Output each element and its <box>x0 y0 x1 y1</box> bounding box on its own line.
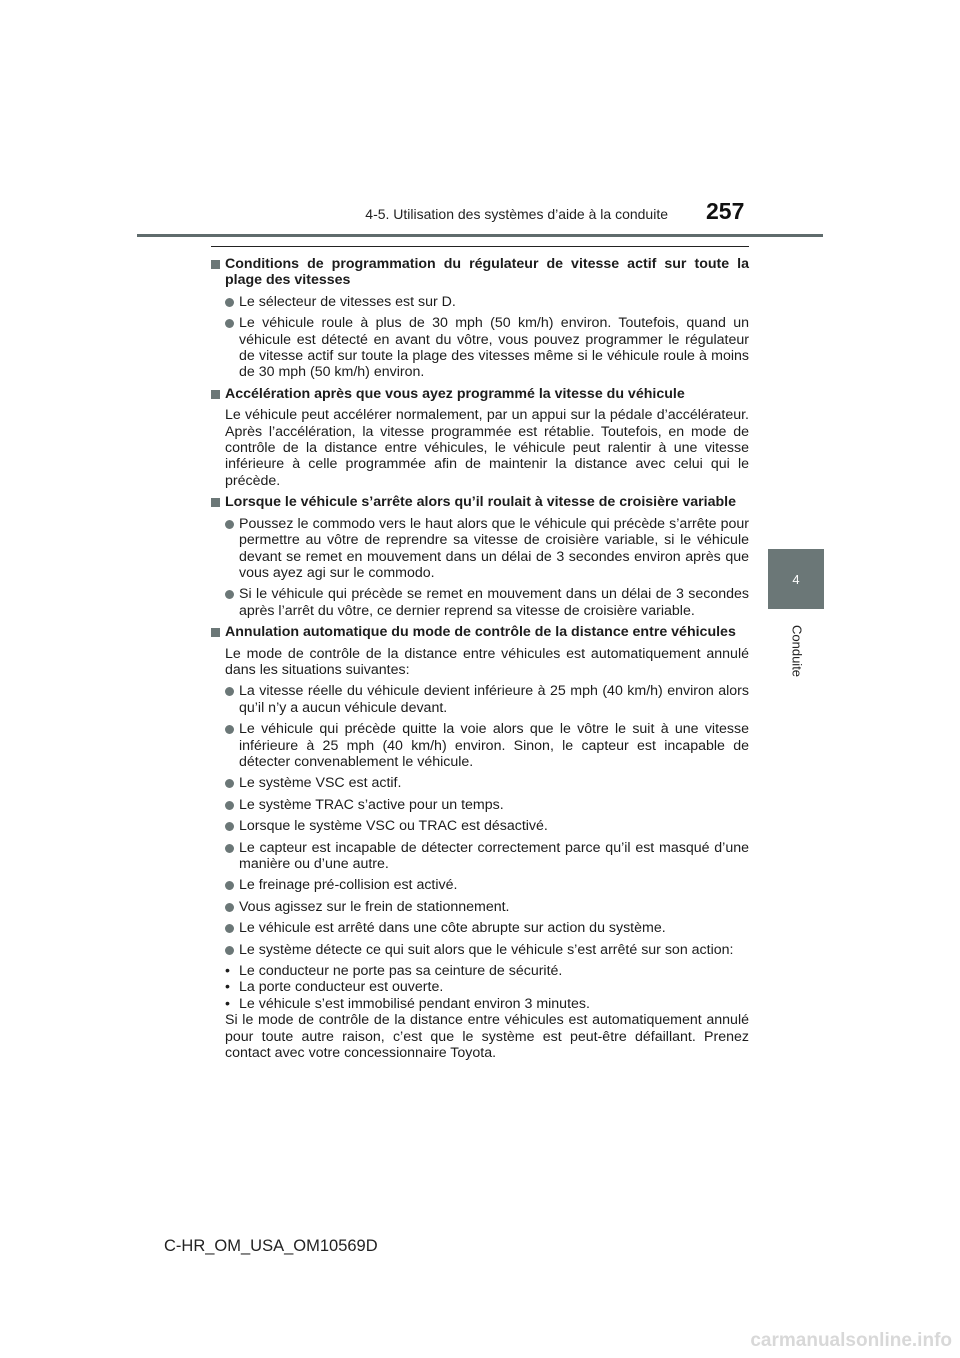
round-bullet-icon <box>225 687 234 696</box>
sub-list <box>211 963 749 1012</box>
list-item <box>211 586 749 619</box>
sub-list-item: • Le conducteur ne porte pas sa ceinture de sécurité. <box>225 963 749 979</box>
list-item-text: Le véhicule qui précède quitte la voie alors que le vôtre le suit à une vitesse inférieure à 25 mph (40 km/h) environ. Sinon, le capteur est incapable de détecter convenablement le véhicule. <box>239 721 749 770</box>
section-heading <box>211 386 749 402</box>
list-item-text: Si le véhicule qui précède se remet en mouvement dans un délai de 3 secondes après l’arrêt du vôtre, ce dernier reprend sa vitesse de croisière variable. <box>239 586 749 619</box>
sub-list-item: • Le véhicule s’est immobilisé pendant environ 3 minutes. <box>225 996 749 1012</box>
list-item-text: La vitesse réelle du véhicule devient inférieure à 25 mph (40 km/h) environ alors qu’il n’y a aucun véhicule devant. <box>239 683 749 716</box>
section-heading <box>211 624 749 640</box>
round-bullet-icon <box>225 881 234 890</box>
section-heading <box>211 256 749 289</box>
closing-paragraph: Si le mode de contrôle de la distance entre véhicules est automatiquement annulé pour toute autre raison, c’est que le système est peut-être défaillant. Prenez contact avec votre concessionnaire Toyota. <box>225 1012 749 1062</box>
round-bullet-icon <box>225 779 234 788</box>
list-item <box>211 315 749 381</box>
page-number: 257 <box>706 198 745 224</box>
section-heading-text: Annulation automatique du mode de contrôle de la distance entre véhicules <box>225 624 736 641</box>
sub-list-item: • La porte conducteur est ouverte. <box>225 979 749 995</box>
section-heading-text: Accélération après que vous ayez programmé la vitesse du véhicule <box>225 385 685 402</box>
chapter-label: Conduite <box>789 624 805 678</box>
list-item-text: Le capteur est incapable de détecter correctement parce qu’il est masqué d’une manière ou d’une autre. <box>239 839 749 872</box>
round-bullet-icon <box>225 725 234 734</box>
content-rule <box>211 246 749 247</box>
list-item <box>211 877 749 893</box>
list-item-text: Le système TRAC s’active pour un temps. <box>239 796 504 813</box>
list-item-text: Poussez le commodo vers le haut alors que le véhicule qui précède s’arrête pour permettre au vôtre de reprendre sa vitesse de croisière variable, si le véhicule devant se remet en mouvement dans un délai de 3 secondes environ après que vous ayez agi sur le commodo. <box>239 515 749 581</box>
list-item-text: Le sélecteur de vitesses est sur D. <box>239 293 456 310</box>
list-item <box>211 840 749 873</box>
list-item-text: Vous agissez sur le frein de stationnement. <box>239 898 510 915</box>
list-item <box>211 775 749 791</box>
square-bullet-icon <box>211 390 220 399</box>
chapter-number: 4 <box>792 571 800 587</box>
round-bullet-icon <box>225 924 234 933</box>
round-bullet-icon <box>225 801 234 810</box>
list-item <box>211 818 749 834</box>
section-auto-cancel <box>211 624 749 1061</box>
header-section-title: 4-5. Utilisation des systèmes d’aide à la conduite <box>365 206 668 222</box>
list-item-text: Lorsque le système VSC ou TRAC est désactivé. <box>239 818 548 835</box>
document-code: C-HR_OM_USA_OM10569D <box>164 1237 378 1255</box>
section-programming-conditions <box>211 256 749 381</box>
section-vehicle-stop <box>211 494 749 619</box>
section-heading-text: Conditions de programmation du régulateur de vitesse actif sur toute la plage des vitesses <box>225 256 749 289</box>
round-bullet-icon <box>225 520 234 529</box>
round-bullet-icon <box>225 903 234 912</box>
section-heading <box>211 494 749 510</box>
list-item-text: Le freinage pré-collision est activé. <box>239 877 458 894</box>
square-bullet-icon <box>211 260 220 269</box>
square-bullet-icon <box>211 498 220 507</box>
list-item <box>211 942 749 958</box>
header-rule <box>137 234 823 237</box>
list-item <box>211 920 749 936</box>
list-item-text: Le système VSC est actif. <box>239 775 402 792</box>
round-bullet-icon <box>225 319 234 328</box>
square-bullet-icon <box>211 628 220 637</box>
section-heading-text: Lorsque le véhicule s’arrête alors qu’il roulait à vitesse de croisière variable <box>225 494 736 511</box>
section-acceleration <box>211 386 749 489</box>
round-bullet-icon <box>225 946 234 955</box>
round-bullet-icon <box>225 298 234 307</box>
section-paragraph: Le véhicule peut accélérer normalement, par un appui sur la pédale d’accélérateur. Après l’accélération, la vitesse programmée est rétablie. Toutefois, en mode de contrôle de la distance entre véhicules, le véhicule peut ralentir à une vitesse inférieure à celle programmée afin de maintenir la distance avec celui qui le précède. <box>225 407 749 489</box>
section-paragraph: Le mode de contrôle de la distance entre véhicules est automatiquement annulé dans les situations suivantes: <box>225 645 749 678</box>
list-item-text: Le système détecte ce qui suit alors que le véhicule s’est arrêté sur son action: <box>239 941 734 958</box>
chapter-tab <box>768 549 824 609</box>
round-bullet-icon <box>225 844 234 853</box>
list-item <box>211 683 749 716</box>
round-bullet-icon <box>225 822 234 831</box>
watermark: carmanualsonline.info <box>750 1330 952 1351</box>
list-item <box>211 797 749 813</box>
list-item <box>211 294 749 310</box>
round-bullet-icon <box>225 590 234 599</box>
list-item <box>211 899 749 915</box>
main-content <box>211 256 749 1061</box>
list-item <box>211 516 749 582</box>
list-item-text: Le véhicule roule à plus de 30 mph (50 km/h) environ. Toutefois, quand un véhicule est détecté en avant du vôtre, vous pouvez programmer le régulateur de vitesse actif sur toute la plage des vitesses même si le véhicule roule à moins de 30 mph (50 km/h) environ. <box>239 315 749 381</box>
list-item <box>211 721 749 770</box>
list-item-text: Le véhicule est arrêté dans une côte abrupte sur action du système. <box>239 920 666 937</box>
